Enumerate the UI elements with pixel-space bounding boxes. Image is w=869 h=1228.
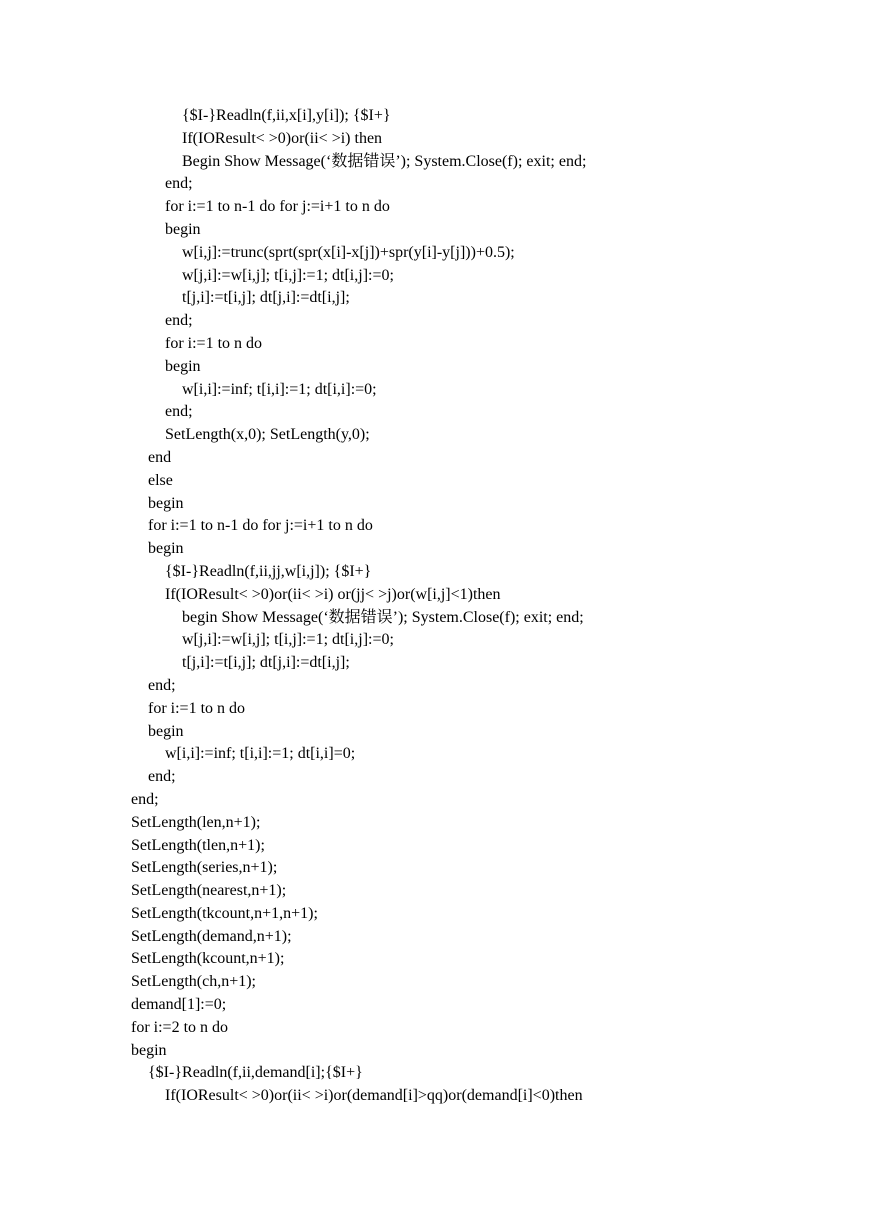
code-line: t[j,i]:=t[i,j]; dt[j,i]:=dt[i,j]; [182,289,350,307]
code-line: w[i,j]:=trunc(sprt(spr(x[i]-x[j])+spr(y[i]-y[j]))+0.5); [182,243,515,261]
code-line: for i:=1 to n do [165,334,263,352]
code-line: w[i,i]:=inf; t[i,i]:=1; dt[i,i]:=0; [182,380,377,398]
code-line: end; [131,790,159,808]
code-line: SetLength(x,0); SetLength(y,0); [165,426,370,444]
code-line: begin Show Message(‘数据错误’); System.Close(f); exit; end; [182,608,584,626]
code-line: begin [148,494,184,512]
code-line: begin [165,220,201,238]
code-line: w[j,i]:=w[i,j]; t[i,j]:=1; dt[i,j]:=0; [182,631,394,649]
code-line: end; [165,175,193,193]
code-line: for i:=1 to n do [148,699,246,717]
code-line: else [148,471,173,489]
code-line: If(IOResult< >0)or(ii< >i) then [182,129,383,147]
code-line: for i:=1 to n-1 do for j:=i+1 to n do [165,198,390,216]
code-line: SetLength(tlen,n+1); [131,836,265,854]
code-line: SetLength(tkcount,n+1,n+1); [131,904,318,922]
code-line: w[j,i]:=w[i,j]; t[i,j]:=1; dt[i,j]:=0; [182,266,394,284]
code-line: begin [165,357,201,375]
code-line: demand[1]:=0; [131,996,227,1014]
code-line: SetLength(demand,n+1); [131,927,292,945]
code-line: SetLength(nearest,n+1); [131,882,287,900]
code-line: end; [148,676,176,694]
code-line: begin [131,1041,167,1059]
code-line: end; [165,403,193,421]
code-line: end; [165,312,193,330]
code-line: end [148,448,172,466]
code-line: for i:=2 to n do [131,1018,229,1036]
code-line: If(IOResult< >0)or(ii< >i) or(jj< >j)or(w[i,j]<1)then [165,585,501,603]
code-line: t[j,i]:=t[i,j]; dt[j,i]:=dt[i,j]; [182,654,350,672]
code-line: {$I-}Readln(f,ii,demand[i];{$I+} [148,1064,363,1082]
code-line: begin [148,722,184,740]
code-line: If(IOResult< >0)or(ii< >i)or(demand[i]>qq)or(demand[i]<0)then [165,1087,583,1105]
code-listing [0,105,869,1108]
code-line: {$I-}Readln(f,ii,jj,w[i,j]); {$I+} [165,562,372,580]
code-line: SetLength(ch,n+1); [131,973,256,991]
code-line: for i:=1 to n-1 do for j:=i+1 to n do [148,517,373,535]
code-line: SetLength(len,n+1); [131,813,261,831]
code-line: SetLength(series,n+1); [131,859,278,877]
code-line: w[i,i]:=inf; t[i,i]:=1; dt[i,i]=0; [165,745,356,763]
code-line: Begin Show Message(‘数据错误’); System.Close(f); exit; end; [182,152,587,170]
code-line: {$I-}Readln(f,ii,x[i],y[i]); {$I+} [182,107,391,124]
code-line: SetLength(kcount,n+1); [131,950,285,968]
code-line: begin [148,540,184,558]
code-line: end; [148,768,176,786]
